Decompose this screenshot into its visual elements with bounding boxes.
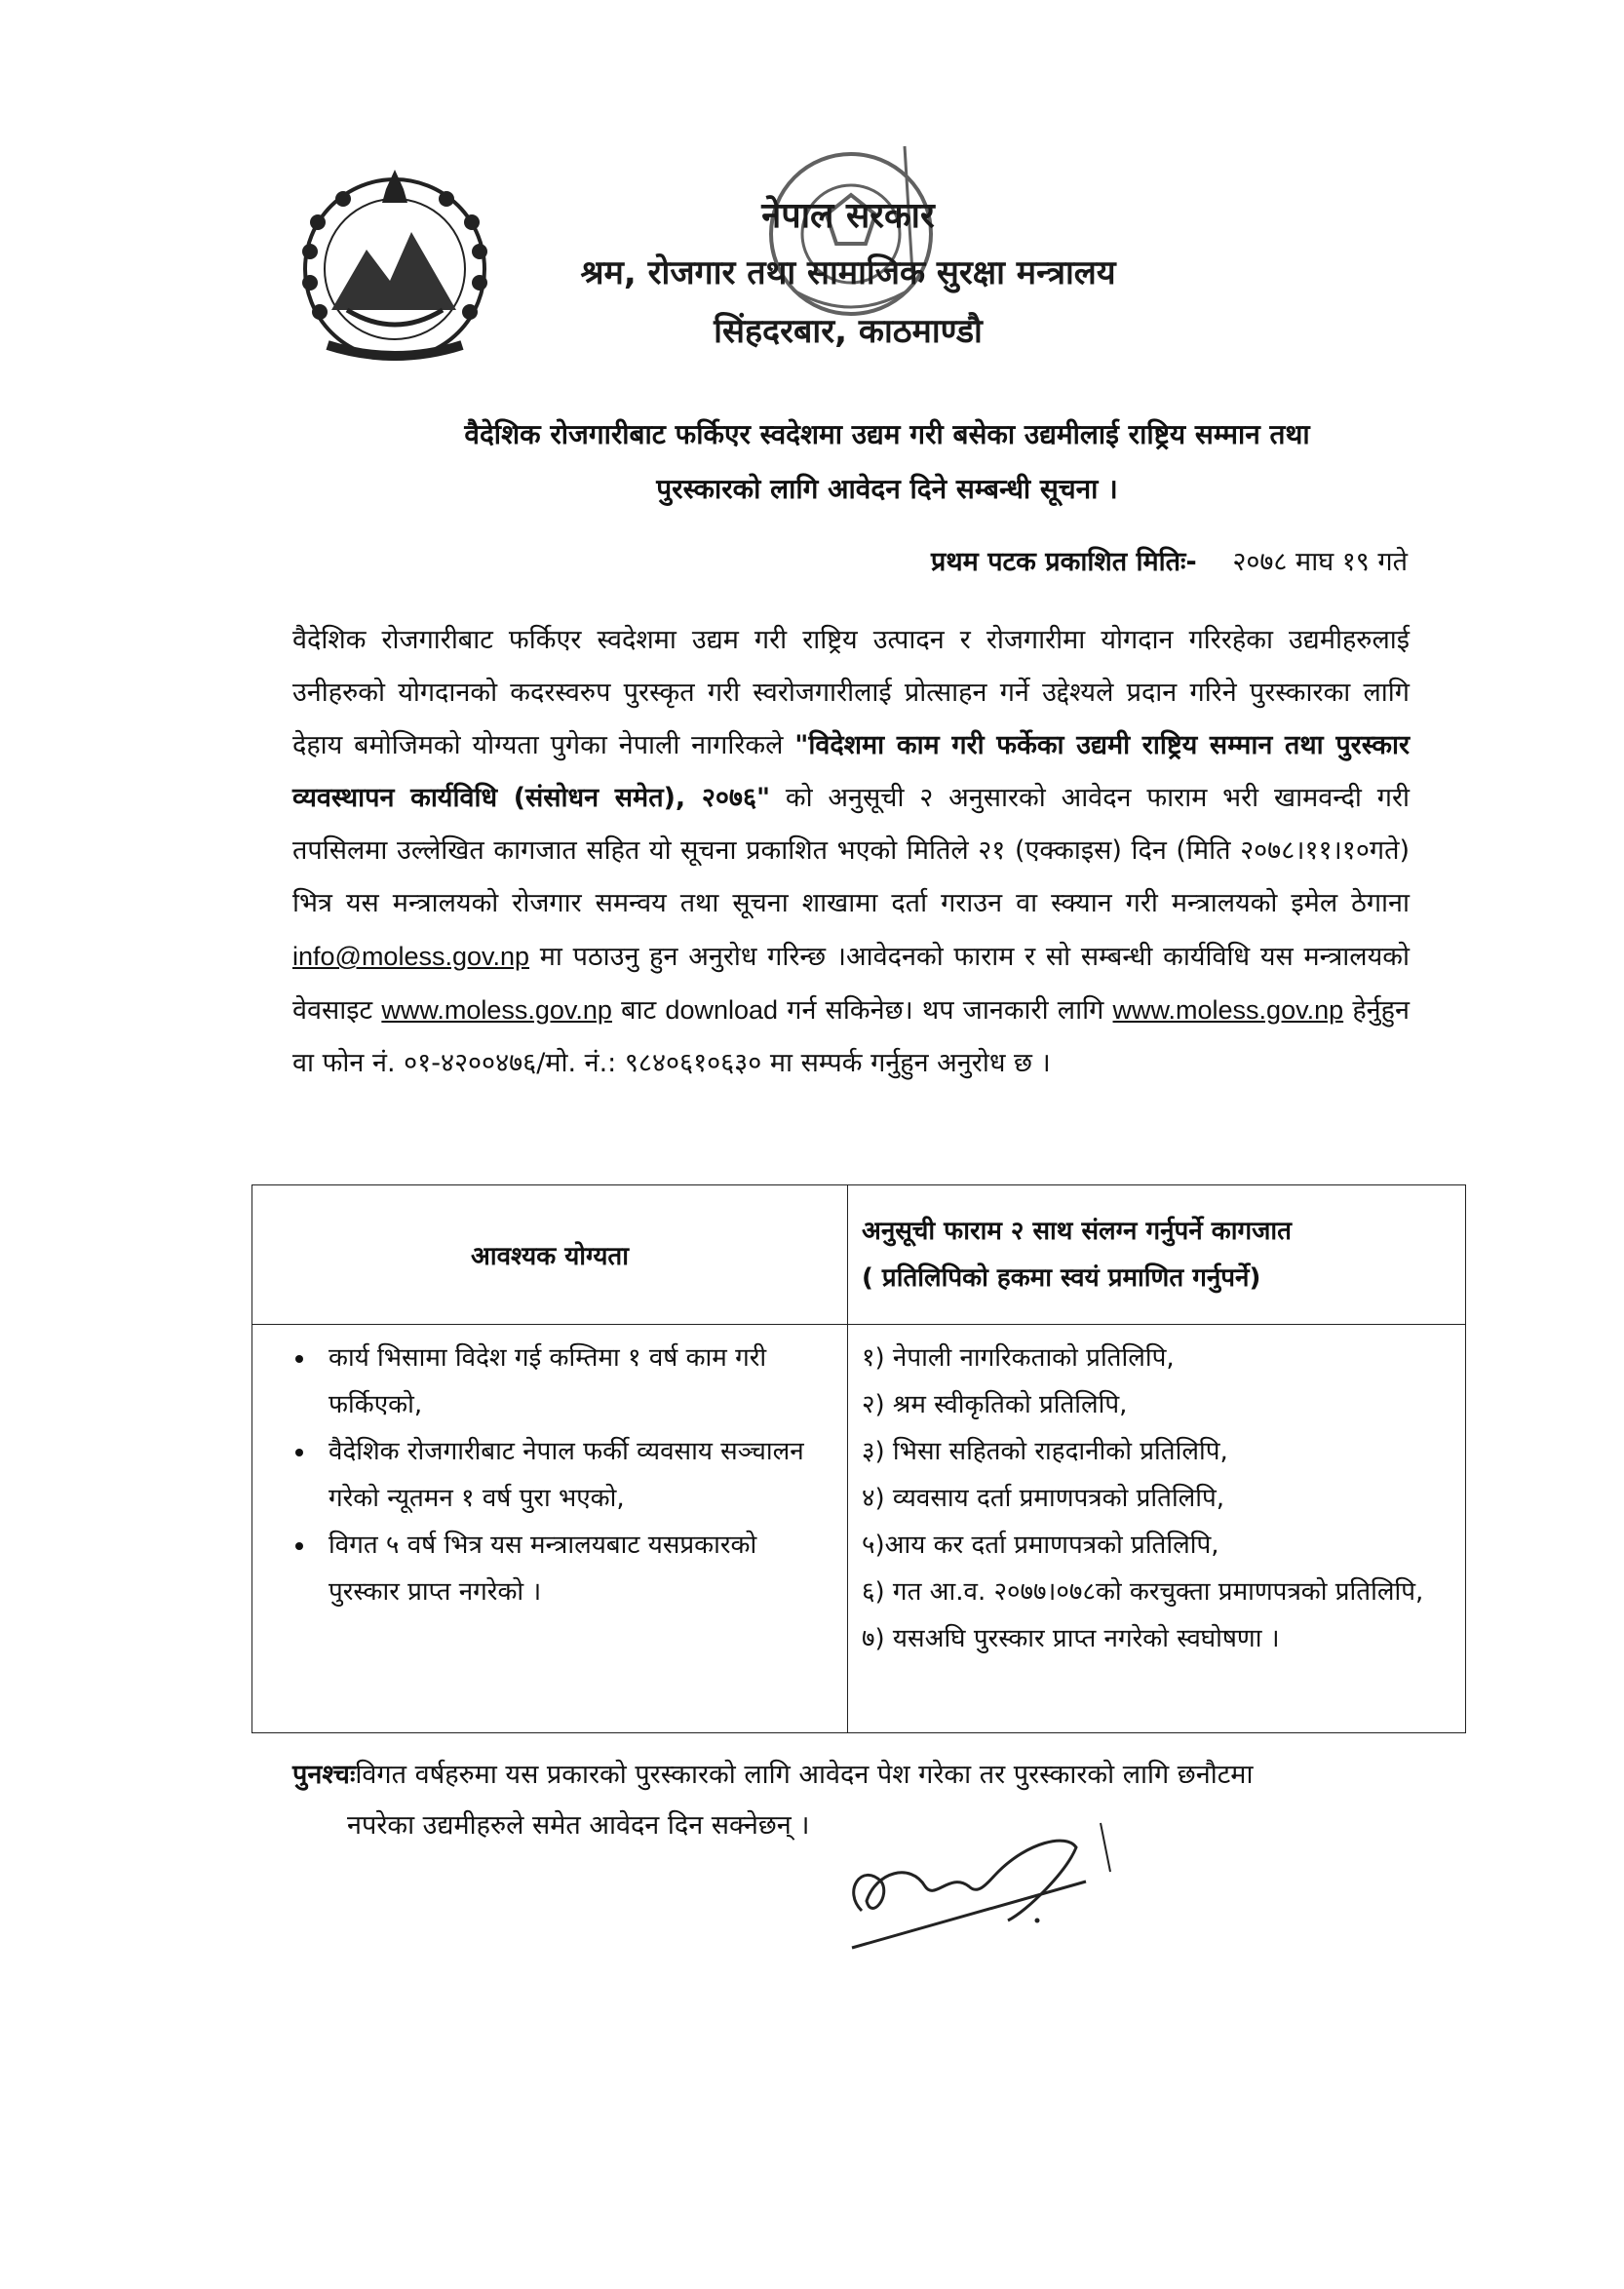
- table-row: [252, 1325, 1466, 1733]
- notice-subject: [370, 407, 1404, 517]
- signature-icon: [832, 1804, 1154, 1950]
- body-text-1: वैदेशिक रोजगारीबाट फर्किएर स्वदेशमा उद्यम गरी राष्ट्रिय उत्पादन र रोजगारीमा योगदान गरिरहेका उद्यमीहरुलाई उनीहरुको योगदानको कदरस्वरुप पुरस्कृत गरी स्वरोजगारीलाई प्रोत्साहन गर्ने उद्देश्यले प्रदान गरिने पुरस्कारका लागि देहाय बमोजिमको योग्यता पुगेका नेपाली नागरिकले: [292, 625, 1410, 760]
- body-text-5: गर्न सकिनेछ। थप जानकारी लागि: [778, 995, 1113, 1026]
- documents-header-line-2: ( प्रतिलिपिको हकमा स्वयं प्रमाणित गर्नुपर्ने): [862, 1263, 1261, 1293]
- download-text: download: [665, 995, 779, 1025]
- nepal-emblem-icon: [289, 164, 501, 367]
- ministry-name: श्रम, रोजगार तथा सामाजिक सुरक्षा मन्त्रालय: [580, 253, 1116, 292]
- procedure-title: "विदेशमा काम गरी फर्केका उद्यमी राष्ट्रिय सम्मान तथा पुरस्कार व्यवस्थापन कार्यविधि (संसोधन समेत), २०७६": [292, 730, 1410, 813]
- list-item: १) नेपाली नागरिकताको प्रतिलिपि,: [862, 1343, 1175, 1373]
- qualifications-list: [266, 1335, 833, 1615]
- body-text-2: को अनुसूची २ अनुसारको आवेदन फाराम भरी खामवन्दी गरी तपसिलमा उल्लेखित कागजात सहित यो सूचना प्रकाशित भएको मितिले २१ (एक्काइस) दिन (मिति २०७८।११।१०गते) भित्र यस मन्त्रालयको रोजगार समन्वय तथा सूचना शाखामा दर्ता गराउन वा स्क्यान गरी मन्त्रालयको इमेल ठेगाना: [292, 783, 1410, 918]
- list-item: ३) भिसा सहितको राहदानीको प्रतिलिपि,: [862, 1437, 1228, 1466]
- list-item: ५)आय कर दर्ता प्रमाणपत्रको प्रतिलिपि,: [862, 1531, 1219, 1560]
- note-line-1: विगत वर्षहरुमा यस प्रकारको पुरस्कारको लागि आवेदन पेश गरेका तर पुरस्कारको लागि छनौटमा: [355, 1760, 1254, 1790]
- list-item: ४) व्यवसाय दर्ता प्रमाणपत्रको प्रतिलिपि,: [862, 1484, 1225, 1513]
- body-text-4: बाट: [611, 995, 666, 1026]
- documents-header: [848, 1185, 1466, 1325]
- requirements-table: [251, 1184, 1466, 1733]
- website-link-2[interactable]: www.moless.gov.np: [1112, 995, 1344, 1025]
- list-item: • वैदेशिक रोजगारीबाट नेपाल फर्की व्यवसाय सञ्चालन गरेको न्यूतमन १ वर्ष पुरा भएको,: [317, 1428, 833, 1522]
- note-line-2: नपरेका उद्यमीहरुले समेत आवेदन दिन सक्नेछन् ।: [347, 1810, 810, 1841]
- government-name: नेपाल सरकार: [761, 196, 935, 236]
- subject-line-1: वैदेशिक रोजगारीबाट फर्किएर स्वदेशमा उद्यम गरी बसेका उद्यमीलाई राष्ट्रिय सम्मान तथा: [464, 418, 1310, 450]
- notice-body: [292, 614, 1410, 1090]
- qualifications-cell: [252, 1325, 848, 1733]
- email-link[interactable]: info@moless.gov.np: [292, 942, 530, 971]
- list-item: • विगत ५ वर्ष भित्र यस मन्त्रालयबाट यसप्रकारको पुरस्कार प्राप्त नगरेको ।: [317, 1522, 833, 1615]
- ministry-location: सिंहदरबार, काठमाण्डौ: [714, 312, 983, 351]
- table-header-row: [252, 1185, 1466, 1325]
- publication-date: [931, 542, 1408, 578]
- documents-list: [862, 1335, 1451, 1662]
- publication-label: प्रथम पटक प्रकाशित मितिः-: [931, 547, 1197, 577]
- documents-cell: [848, 1325, 1466, 1733]
- body-text-3: मा पठाउनु हुन अनुरोध गरिन्छ ।आवेदनको फाराम र सो सम्बन्धी कार्यविधि यस मन्त्रालयको वेवसाइट: [292, 942, 1410, 1026]
- subject-line-2: पुरस्कारको लागि आवेदन दिने सम्बन्धी सूचना ।: [656, 473, 1118, 505]
- list-item: ६) गत आ.व. २०७७।०७८को करचुक्ता प्रमाणपत्रको प्रतिलिपि,: [862, 1577, 1424, 1607]
- list-item: २) श्रम स्वीकृतिको प्रतिलिपि,: [862, 1390, 1128, 1419]
- website-link-1[interactable]: www.moless.gov.np: [381, 995, 612, 1025]
- list-item: ७) यसअघि पुरस्कार प्राप्त नगरेको स्वघोषणा ।: [862, 1624, 1280, 1653]
- publication-date-value: २०७८ माघ १९ गते: [1232, 547, 1408, 577]
- body-text-6: हेर्नुहुन वा फोन नं. ०१-४२००४७६/मो. नं.: ९८४०६१०६३० मा सम्पर्क गर्नुहुन अनुरोध छ ।: [292, 995, 1410, 1078]
- note-label: पुनश्चः: [292, 1760, 356, 1790]
- documents-header-line-1: अनुसूची फाराम २ साथ संलग्न गर्नुपर्ने कागजात: [862, 1217, 1292, 1246]
- list-item: • कार्य भिसामा विदेश गई कम्तिमा १ वर्ष काम गरी फर्किएको,: [317, 1335, 833, 1428]
- qualifications-header: आवश्यक योग्यता: [252, 1185, 848, 1325]
